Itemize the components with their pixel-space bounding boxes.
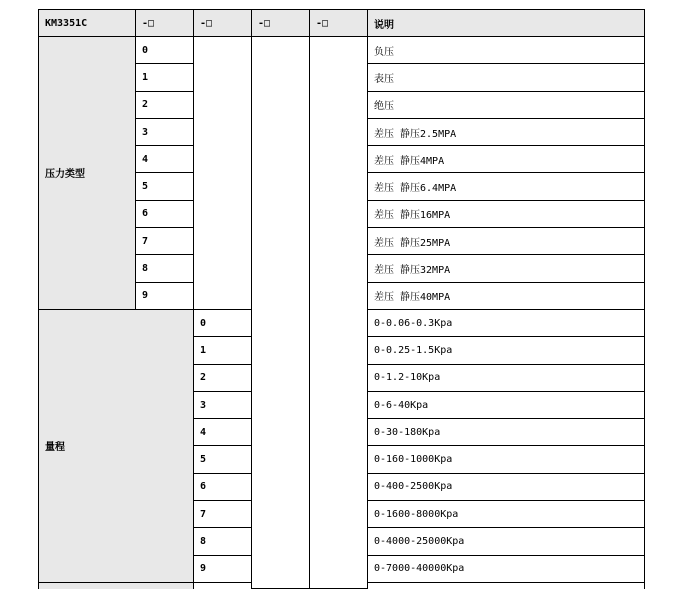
range-desc: 0-30-180Kpa	[368, 419, 645, 446]
pressure-desc: 差压 静压32MPA	[368, 255, 645, 282]
range-desc: 0-1.2-10Kpa	[368, 364, 645, 391]
pressure-code: 7	[136, 228, 194, 255]
empty-cell	[252, 37, 310, 589]
pressure-code: 8	[136, 255, 194, 282]
range-desc: 0-0.25-1.5Kpa	[368, 337, 645, 364]
pressure-code: 2	[136, 91, 194, 118]
pressure-desc: 差压 静压25MPA	[368, 228, 645, 255]
range-desc: 0-1600-8000Kpa	[368, 501, 645, 528]
range-code: 8	[194, 528, 252, 555]
pressure-code: 6	[136, 200, 194, 227]
range-desc: 0-160-1000Kpa	[368, 446, 645, 473]
range-code: 9	[194, 555, 252, 582]
pressure-desc: 差压 静压16MPA	[368, 200, 645, 227]
pressure-desc: 差压 静压2.5MPA	[368, 118, 645, 145]
range-desc: 0-0.06-0.3Kpa	[368, 309, 645, 336]
pressure-desc: 差压 静压4MPA	[368, 146, 645, 173]
pressure-code: 9	[136, 282, 194, 309]
header-row	[39, 10, 645, 37]
range-desc: 0-6-40Kpa	[368, 391, 645, 418]
header-col1: -□	[136, 10, 194, 37]
table-row	[39, 37, 645, 64]
range-desc: 0-400-2500Kpa	[368, 473, 645, 500]
range-code: 1	[194, 337, 252, 364]
range-code: 7	[194, 501, 252, 528]
pressure-code: 4	[136, 146, 194, 173]
model-spec-table	[38, 9, 645, 589]
pressure-code: 0	[136, 37, 194, 64]
header-col4: -□	[310, 10, 368, 37]
pressure-desc: 负压	[368, 37, 645, 64]
empty-cell	[194, 37, 252, 310]
pressure-type-label: 压力类型	[39, 37, 136, 310]
empty-cell	[310, 37, 368, 589]
range-label: 量程	[39, 309, 194, 582]
pressure-code: 3	[136, 118, 194, 145]
header-model: KM3351C	[39, 10, 136, 37]
range-code: 3	[194, 391, 252, 418]
range-code: 2	[194, 364, 252, 391]
pressure-code: 1	[136, 64, 194, 91]
pressure-code: 5	[136, 173, 194, 200]
range-code: 0	[194, 309, 252, 336]
range-desc: 0-7000-40000Kpa	[368, 555, 645, 582]
pressure-desc: 绝压	[368, 91, 645, 118]
header-desc: 说明	[368, 10, 645, 37]
pressure-desc: 差压 静压40MPA	[368, 282, 645, 309]
header-col2: -□	[194, 10, 252, 37]
range-desc: 0-4000-25000Kpa	[368, 528, 645, 555]
range-code: 4	[194, 419, 252, 446]
pressure-desc: 表压	[368, 64, 645, 91]
header-col3: -□	[252, 10, 310, 37]
range-code: 6	[194, 473, 252, 500]
range-code: 5	[194, 446, 252, 473]
pressure-desc: 差压 静压6.4MPA	[368, 173, 645, 200]
